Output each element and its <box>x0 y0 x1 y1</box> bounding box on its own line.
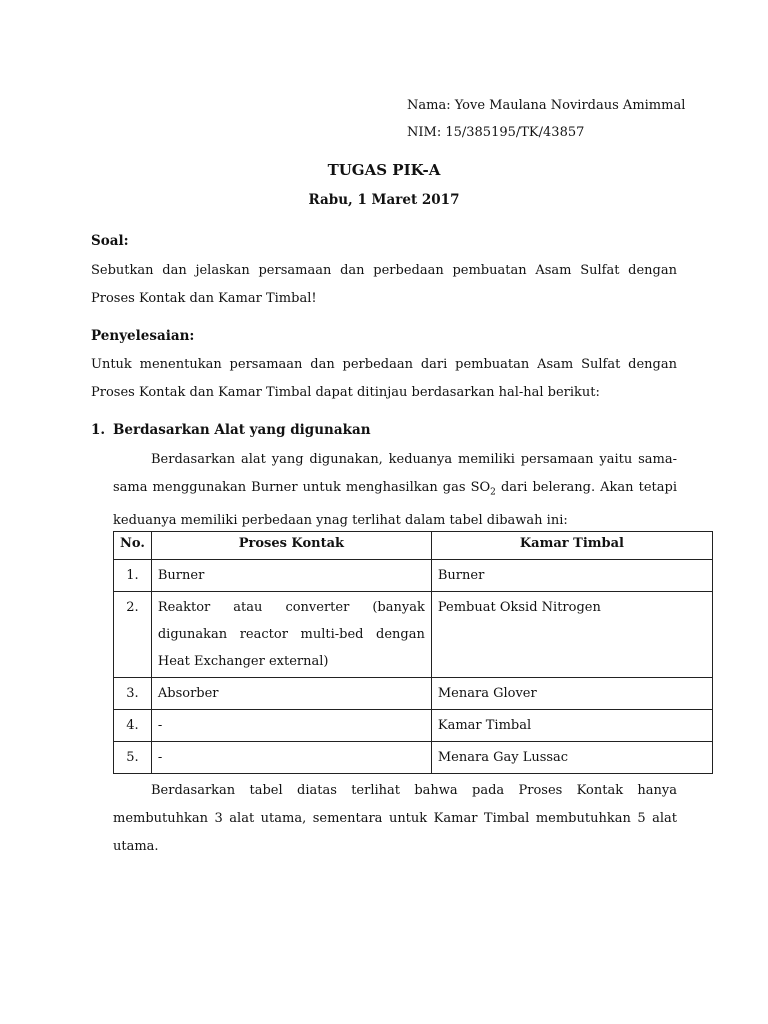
row-kontak: - <box>151 742 431 774</box>
row-no: 2. <box>114 592 152 678</box>
penyelesaian-label: Penyelesaian: <box>91 328 195 344</box>
row-kontak: Burner <box>151 560 431 592</box>
section-intro <box>113 446 677 535</box>
row-kontak: Absorber <box>151 678 431 710</box>
student-nim: NIM: 15/385195/TK/43857 <box>407 125 585 140</box>
header-proses-kontak: Proses Kontak <box>151 532 431 560</box>
comparison-table <box>113 531 713 774</box>
header-kamar-timbal: Kamar Timbal <box>431 532 712 560</box>
table-row <box>114 678 713 710</box>
row-no: 3. <box>114 678 152 710</box>
table-row <box>114 710 713 742</box>
section-conclusion: Berdasarkan tabel diatas terlihat bahwa pada Proses Kontak hanya membutuhkan 3 alat utama, sementara untuk Kamar Timbal membutuhkan 5 alat utama. <box>113 783 677 854</box>
row-timbal: Kamar Timbal <box>431 710 712 742</box>
row-timbal: Burner <box>431 560 712 592</box>
student-info <box>407 92 685 146</box>
document-date: Rabu, 1 Maret 2017 <box>308 192 460 208</box>
row-timbal: Menara Gay Lussac <box>431 742 712 774</box>
student-name: Nama: Yove Maulana Novirdaus Amimmal <box>407 98 686 113</box>
row-timbal: Pembuat Oksid Nitrogen <box>431 592 712 678</box>
table-row <box>114 560 713 592</box>
row-timbal: Menara Glover <box>431 678 712 710</box>
penyelesaian-text: Untuk menentukan persamaan dan perbedaan dari pembuatan Asam Sulfat dengan Proses Kontak dan Kamar Timbal dapat ditinjau berdasarkan hal-hal berikut: <box>91 357 677 400</box>
row-no: 4. <box>114 710 152 742</box>
section-heading <box>91 422 371 438</box>
row-kontak: - <box>151 710 431 742</box>
row-no: 1. <box>114 560 152 592</box>
section-number: 1. <box>91 422 106 438</box>
intro-text-after: dari belerang. Akan tetapi keduanya memiliki perbedaan ynag terlihat dalam tabel dibawah ini: <box>113 480 677 528</box>
soal-label: Soal: <box>91 233 129 249</box>
table-row <box>114 592 713 678</box>
section-title: Berdasarkan Alat yang digunakan <box>113 422 371 438</box>
table-row <box>114 742 713 774</box>
row-no: 5. <box>114 742 152 774</box>
header-no: No. <box>114 532 152 560</box>
table-header-row <box>114 532 713 560</box>
row-kontak: Reaktor atau converter (banyak digunakan reactor multi-bed dengan Heat Exchanger external) <box>151 592 431 678</box>
document-title: TUGAS PIK-A <box>327 161 441 179</box>
intro-text-before: Berdasarkan alat yang digunakan, keduanya memiliki persamaan yaitu sama-sama menggunakan Burner untuk menghasilkan gas SO <box>113 452 677 495</box>
soal-text: Sebutkan dan jelaskan persamaan dan perbedaan pembuatan Asam Sulfat dengan Proses Kontak dan Kamar Timbal! <box>91 263 677 306</box>
intro-subscript: 2 <box>490 487 496 498</box>
